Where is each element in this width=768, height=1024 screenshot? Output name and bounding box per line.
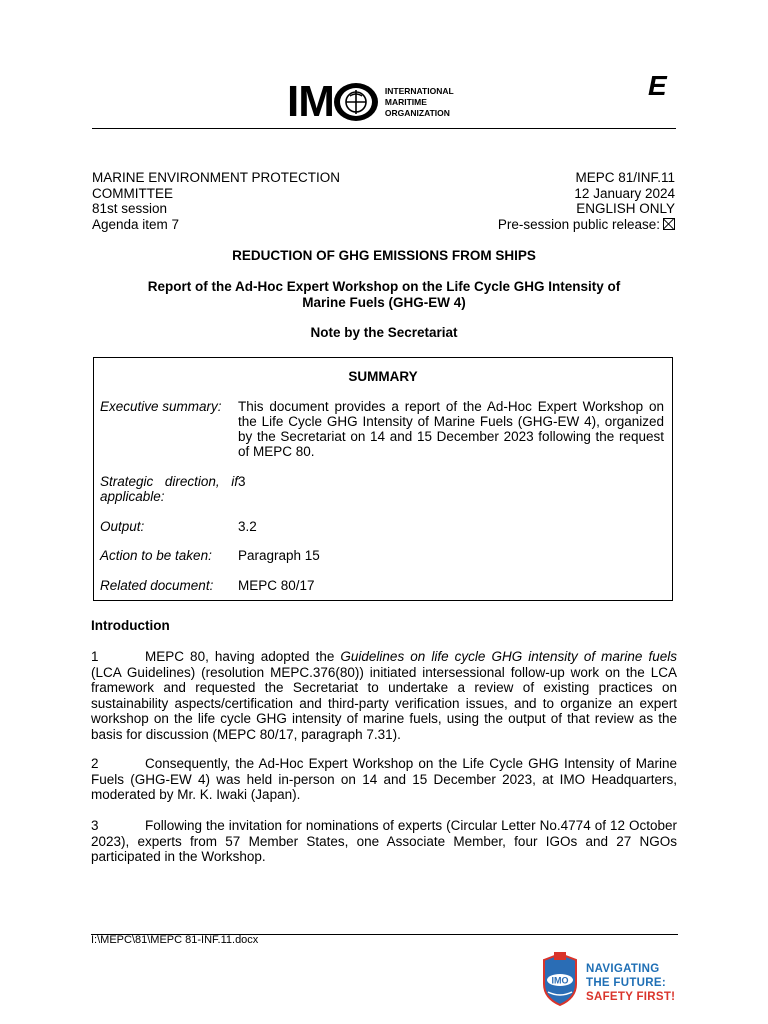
svg-text:IMO: IMO bbox=[551, 975, 569, 986]
summary-value: MEPC 80/17 bbox=[238, 578, 315, 593]
summary-row bbox=[100, 548, 668, 563]
paragraph: 3 Following the invitation for nominations of experts (Circular Letter No.4774 of 12 October 2023), experts from 57 Member States, one Associate Member, four IGOs and 27 NGOs participated in the Workshop. bbox=[91, 818, 677, 864]
session: 81st session bbox=[92, 201, 168, 216]
summary-value: 3.2 bbox=[238, 519, 257, 534]
summary-label: Related document: bbox=[100, 578, 214, 593]
paragraph-number: 3 bbox=[91, 818, 99, 833]
checked-box-icon bbox=[663, 218, 675, 230]
doc-title: REDUCTION OF GHG EMISSIONS FROM SHIPS bbox=[232, 248, 536, 263]
shield-badge-icon bbox=[538, 950, 582, 1008]
summary-value: Paragraph 15 bbox=[238, 548, 320, 563]
header-divider bbox=[92, 128, 676, 129]
summary-row bbox=[100, 474, 668, 504]
note-by: Note by the Secretariat bbox=[310, 325, 458, 340]
imo-emblem-icon bbox=[333, 82, 379, 122]
imo-logo-text: IM bbox=[287, 80, 379, 124]
doc-language: ENGLISH ONLY bbox=[576, 201, 675, 216]
paragraph-number: 2 bbox=[91, 756, 99, 771]
summary-label: Executive summary: bbox=[100, 399, 222, 414]
file-path: I:\MEPC\81\MEPC 81-INF.11.docx bbox=[91, 934, 259, 946]
agenda-item: Agenda item 7 bbox=[92, 216, 180, 232]
committee-info bbox=[92, 170, 340, 232]
release-status: Pre-session public release: bbox=[498, 217, 675, 233]
imo-logo bbox=[287, 77, 454, 126]
summary-box bbox=[93, 357, 673, 601]
summary-label: Strategic direction, if applicable: bbox=[100, 474, 238, 504]
summary-row bbox=[100, 519, 668, 534]
paragraph-number: 1 bbox=[91, 649, 99, 664]
document-info bbox=[498, 170, 675, 232]
summary-label: Action to be taken: bbox=[100, 548, 212, 563]
summary-row bbox=[100, 399, 668, 459]
paragraph: 2 Consequently, the Ad-Hoc Expert Workshop on the Life Cycle GHG Intensity of Marine Fuels (GHG-EW 4) was held in-person on 14 and 15 December 2023, at IMO Headquarters, moderated by Mr. K. Iwaki (Japan). bbox=[91, 756, 677, 802]
summary-heading: SUMMARY bbox=[348, 369, 418, 384]
summary-value: This document provides a report of the Ad-Hoc Expert Workshop on the Life Cycle GHG Intensity of Marine Fuels (GHG-EW 4), organized by the Secretariat on 14 and 15 December 2023 following the request of MEPC 80. bbox=[238, 399, 664, 459]
summary-value: 3 bbox=[238, 474, 246, 489]
summary-row bbox=[100, 578, 668, 593]
committee-line2: COMMITTEE bbox=[92, 185, 173, 201]
doc-subtitle: Report of the Ad-Hoc Expert Workshop on the Life Cycle GHG Intensity of Marine Fuels (GHG-EW 4) bbox=[147, 279, 621, 310]
doc-date: 12 January 2024 bbox=[574, 185, 675, 201]
campaign-slogan: NAVIGATING THE FUTURE: SAFETY FIRST! bbox=[586, 963, 676, 1003]
section-heading: Introduction bbox=[91, 618, 170, 633]
summary-label: Output: bbox=[100, 519, 145, 534]
org-name: INTERNATIONAL MARITIME ORGANIZATION bbox=[384, 85, 454, 118]
language-code: E bbox=[648, 70, 667, 101]
paragraph: 1 MEPC 80, having adopted the Guidelines on life cycle GHG intensity of marine fuels (LCA Guidelines) (resolution MEPC.376(80)) initiated intersessional follow-up work on the LCA framework and requested the Secretariat to undertake a review of existing practices on sustainability aspects/certification and third-party verification issues, and to organize an expert workshop on the life cycle GHG intensity of marine fuels, using the output of that review as the basis for discussion (MEPC 80/17, paragraph 7.31). bbox=[91, 649, 677, 742]
doc-symbol: MEPC 81/INF.11 bbox=[575, 170, 675, 185]
committee-line1: MARINE ENVIRONMENT PROTECTION bbox=[92, 170, 341, 185]
